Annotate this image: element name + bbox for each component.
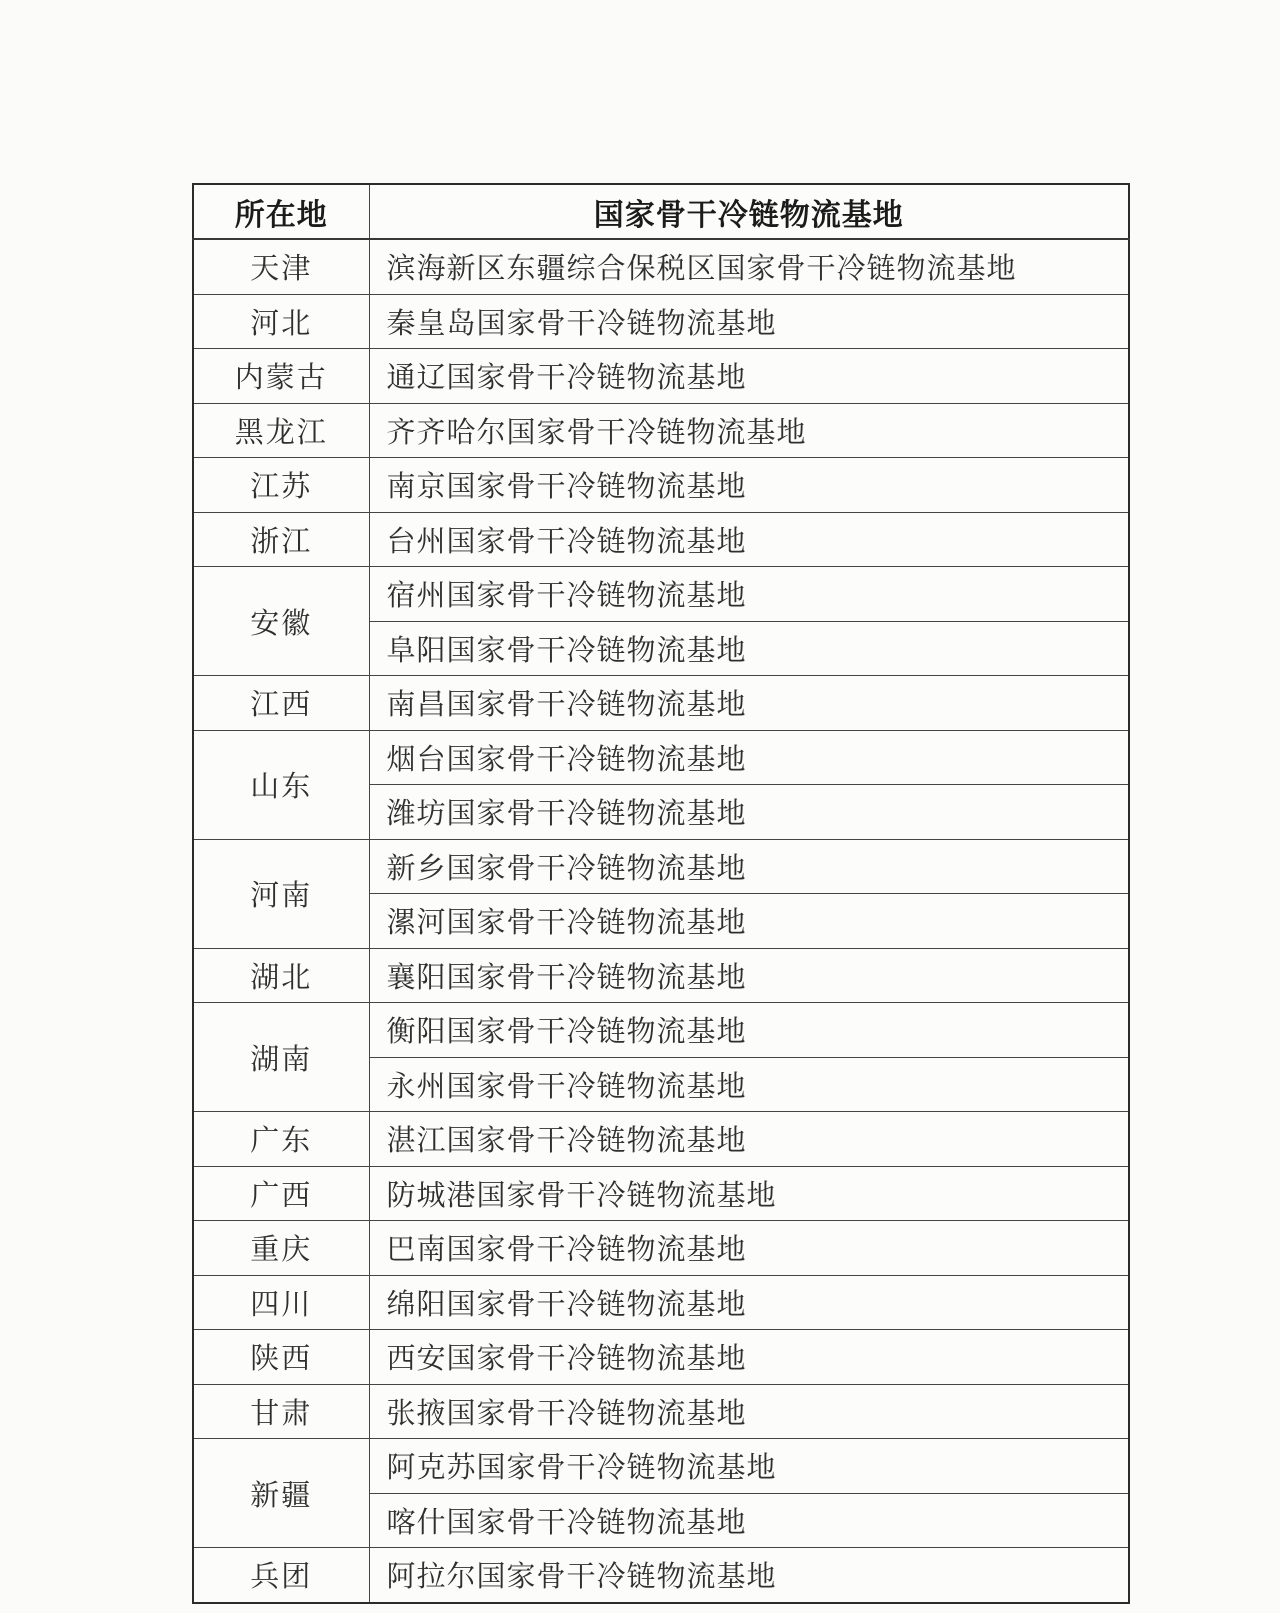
header-base: 国家骨干冷链物流基地 xyxy=(369,184,1129,239)
table-row xyxy=(193,1384,1129,1439)
base-cell: 潍坊国家骨干冷链物流基地 xyxy=(369,785,1129,840)
table-row xyxy=(193,1221,1129,1276)
province-cell: 黑龙江 xyxy=(193,403,369,458)
table-row xyxy=(193,676,1129,731)
province-cell: 河南 xyxy=(193,839,369,948)
base-cell: 秦皇岛国家骨干冷链物流基地 xyxy=(369,294,1129,349)
province-cell: 江西 xyxy=(193,676,369,731)
base-cell: 漯河国家骨干冷链物流基地 xyxy=(369,894,1129,949)
base-cell: 通辽国家骨干冷链物流基地 xyxy=(369,349,1129,404)
base-cell: 阿拉尔国家骨干冷链物流基地 xyxy=(369,1548,1129,1603)
table-row xyxy=(193,730,1129,785)
cold-chain-base-table xyxy=(192,183,1130,1604)
province-cell: 湖南 xyxy=(193,1003,369,1112)
base-cell: 衡阳国家骨干冷链物流基地 xyxy=(369,1003,1129,1058)
table-row xyxy=(193,1439,1129,1494)
table-row xyxy=(193,349,1129,404)
province-cell: 江苏 xyxy=(193,458,369,513)
province-cell: 重庆 xyxy=(193,1221,369,1276)
table-row xyxy=(193,1548,1129,1603)
base-cell: 阿克苏国家骨干冷链物流基地 xyxy=(369,1439,1129,1494)
base-cell: 巴南国家骨干冷链物流基地 xyxy=(369,1221,1129,1276)
table-row xyxy=(193,403,1129,458)
table-row xyxy=(193,239,1129,294)
base-cell: 湛江国家骨干冷链物流基地 xyxy=(369,1112,1129,1167)
base-cell: 防城港国家骨干冷链物流基地 xyxy=(369,1166,1129,1221)
province-cell: 河北 xyxy=(193,294,369,349)
base-cell: 张掖国家骨干冷链物流基地 xyxy=(369,1384,1129,1439)
table-row xyxy=(193,839,1129,894)
province-cell: 新疆 xyxy=(193,1439,369,1548)
table-row xyxy=(193,948,1129,1003)
base-cell: 烟台国家骨干冷链物流基地 xyxy=(369,730,1129,785)
province-cell: 兵团 xyxy=(193,1548,369,1603)
province-cell: 湖北 xyxy=(193,948,369,1003)
province-cell: 广西 xyxy=(193,1166,369,1221)
table-row xyxy=(193,458,1129,513)
table-row xyxy=(193,1112,1129,1167)
province-cell: 陕西 xyxy=(193,1330,369,1385)
base-cell: 阜阳国家骨干冷链物流基地 xyxy=(369,621,1129,676)
base-cell: 喀什国家骨干冷链物流基地 xyxy=(369,1493,1129,1548)
province-cell: 天津 xyxy=(193,239,369,294)
base-cell: 齐齐哈尔国家骨干冷链物流基地 xyxy=(369,403,1129,458)
province-cell: 山东 xyxy=(193,730,369,839)
province-cell: 甘肃 xyxy=(193,1384,369,1439)
base-cell: 绵阳国家骨干冷链物流基地 xyxy=(369,1275,1129,1330)
table-header-row xyxy=(193,184,1129,239)
base-cell: 南昌国家骨干冷链物流基地 xyxy=(369,676,1129,731)
province-cell: 内蒙古 xyxy=(193,349,369,404)
table-row xyxy=(193,512,1129,567)
table-row xyxy=(193,1330,1129,1385)
table-row xyxy=(193,1166,1129,1221)
base-cell: 西安国家骨干冷链物流基地 xyxy=(369,1330,1129,1385)
table-row xyxy=(193,1003,1129,1058)
table-row xyxy=(193,1275,1129,1330)
table-body xyxy=(193,239,1129,1603)
header-location: 所在地 xyxy=(193,184,369,239)
table-row xyxy=(193,567,1129,622)
province-cell: 广东 xyxy=(193,1112,369,1167)
province-cell: 四川 xyxy=(193,1275,369,1330)
base-cell: 南京国家骨干冷链物流基地 xyxy=(369,458,1129,513)
table-row xyxy=(193,294,1129,349)
base-cell: 滨海新区东疆综合保税区国家骨干冷链物流基地 xyxy=(369,239,1129,294)
base-cell: 襄阳国家骨干冷链物流基地 xyxy=(369,948,1129,1003)
province-cell: 浙江 xyxy=(193,512,369,567)
base-cell: 永州国家骨干冷链物流基地 xyxy=(369,1057,1129,1112)
province-cell: 安徽 xyxy=(193,567,369,676)
base-cell: 台州国家骨干冷链物流基地 xyxy=(369,512,1129,567)
base-cell: 宿州国家骨干冷链物流基地 xyxy=(369,567,1129,622)
base-cell: 新乡国家骨干冷链物流基地 xyxy=(369,839,1129,894)
